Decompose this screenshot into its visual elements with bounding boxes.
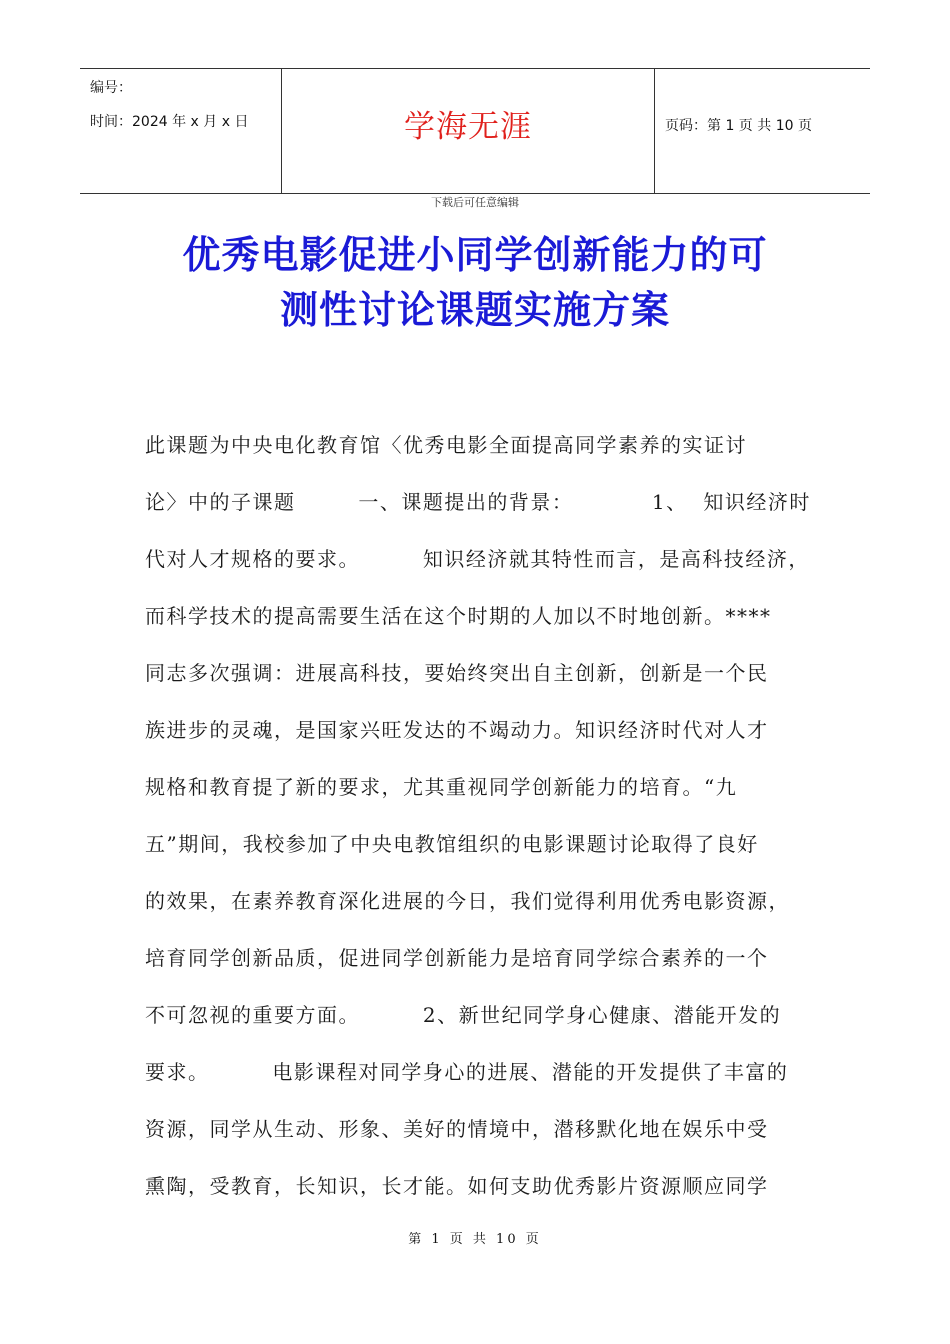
body-line: 代对人才规格的要求。 知识经济就其特性而言，是高科技经济， <box>145 547 810 571</box>
body-line: 不可忽视的重要方面。 2、新世纪同学身心健康、潜能开发的 <box>145 1003 782 1027</box>
body-line: 的效果，在素养教育深化进展的今日，我们觉得利用优秀电影资源， <box>145 889 790 913</box>
body-line: 同志多次强调：进展高科技，要始终突出自主创新，创新是一个民 <box>145 661 769 685</box>
body-line: 此课题为中央电化教育馆〈优秀电影全面提高同学素养的实证讨 <box>145 433 747 457</box>
body-line: 培育同学创新品质，促进同学创新能力是培育同学综合素养的一个 <box>145 946 769 970</box>
header-cell-brand <box>281 69 655 193</box>
time-label: 时间：2024 年 x 月 x 日 <box>90 114 249 130</box>
body-line: 五”期间，我校参加了中央电教馆组织的电影课题讨论取得了良好 <box>145 832 759 856</box>
page-indicator: 页码：第 1 页 共 10 页 <box>665 118 812 134</box>
header-cell-page <box>655 69 870 193</box>
body-line: 要求。 电影课程对同学身心的进展、潜能的开发提供了丰富的 <box>145 1060 789 1084</box>
body-line: 而科学技术的提高需要生活在这个时期的人加以不时地创新。**** <box>145 604 772 628</box>
serial-number-label: 编号： <box>90 80 132 96</box>
page-footer: 第 1 页 共 10 页 <box>408 1232 542 1247</box>
header-table <box>80 68 870 194</box>
body-line: 资源，同学从生动、形象、美好的情境中，潜移默化地在娱乐中受 <box>145 1117 769 1141</box>
body-line: 规格和教育提了新的要求，尤其重视同学创新能力的培育。“九 <box>145 775 738 799</box>
document-title <box>120 228 830 338</box>
body-line: 熏陶，受教育，长知识，长才能。如何支助优秀影片资源顺应同学 <box>145 1174 769 1198</box>
title-line: 优秀电影促进小同学创新能力的可 <box>182 233 768 277</box>
download-note: 下载后可任意编辑 <box>431 196 519 209</box>
document-body <box>145 417 810 1215</box>
body-line: 族进步的灵魂，是国家兴旺发达的不竭动力。知识经济时代对人才 <box>145 718 769 742</box>
header-cell-meta <box>80 69 281 193</box>
title-line: 测性讨论课题实施方案 <box>279 288 670 332</box>
brand-title: 学海无涯 <box>404 109 532 145</box>
body-line: 论〉中的子课题 一、课题提出的背景： 1、 知识经济时 <box>145 490 811 514</box>
